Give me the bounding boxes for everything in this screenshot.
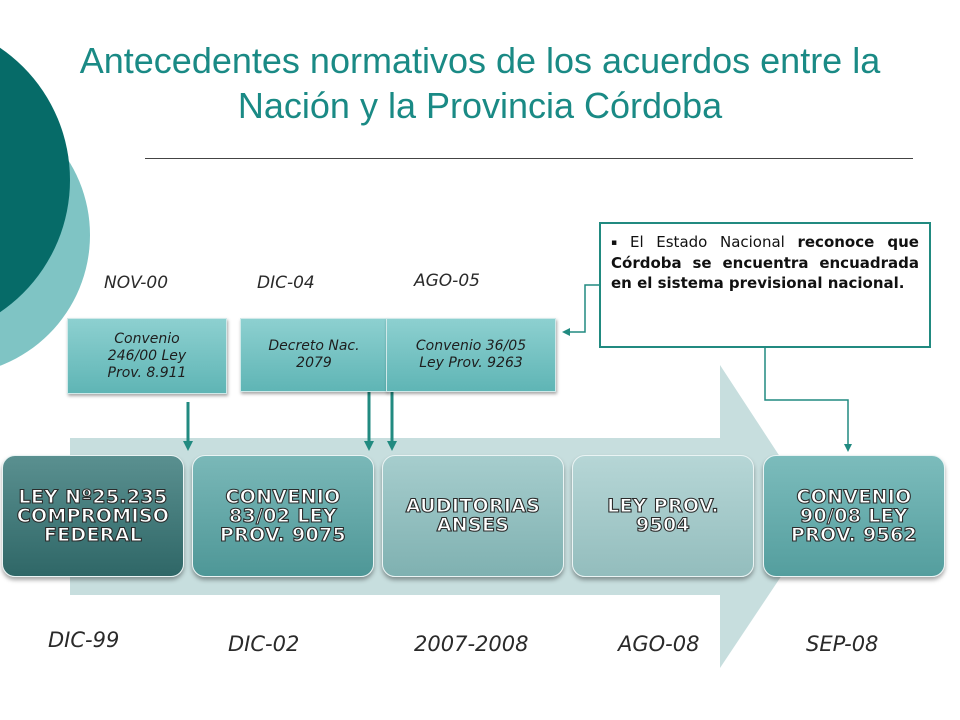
phase-label: AUDITORIAS ANSES [405,495,541,536]
note-text: Convenio 246/00 Ley Prov. 8.911 [107,330,187,381]
phase-label: CONVENIO 83/02 LEY PROV. 9075 [219,485,347,546]
note-convenio-246 [67,318,227,394]
phase-label: CONVENIO 90/08 LEY PROV. 9562 [790,485,918,546]
phase-label: LEY Nº25.235 COMPROMISO FEDERAL [16,485,170,546]
callout-text-bold: reconoce que Córdoba se encuentra encuadrada en el sistema previsional nacional. [611,233,919,292]
callout-text-normal: El Estado Nacional [629,233,798,251]
phase-box-4 [763,455,945,577]
connector-callout-to-note [566,285,599,332]
date-bottom-1: DIC-02 [228,632,300,656]
bullet-icon: ▪ [611,238,625,248]
phase-box-1 [192,455,374,577]
note-text: Convenio 36/05 Ley Prov. 9263 [415,338,527,371]
date-bottom-2: 2007-2008 [414,632,529,656]
note-decreto-2079 [240,318,388,392]
phase-box-3 [572,455,754,577]
note-convenio-36 [386,318,556,392]
phase-box-0 [2,455,184,577]
note-text: Decreto Nac. 2079 [268,338,360,371]
date-top-0: NOV-00 [104,273,169,293]
phase-box-2 [382,455,564,577]
date-bottom-4: SEP-08 [806,632,879,656]
phase-label: LEY PROV. 9504 [607,495,719,536]
date-bottom-3: AGO-08 [618,632,700,656]
date-top-1: DIC-04 [257,273,315,293]
callout-box [599,222,931,348]
date-top-2: AGO-05 [414,271,480,291]
date-bottom-0: DIC-99 [48,628,120,652]
slide-title: Antecedentes normativos de los acuerdos entre la Nación y la Provincia Córdoba [79,40,881,126]
connector-callout-to-phase [765,348,848,448]
